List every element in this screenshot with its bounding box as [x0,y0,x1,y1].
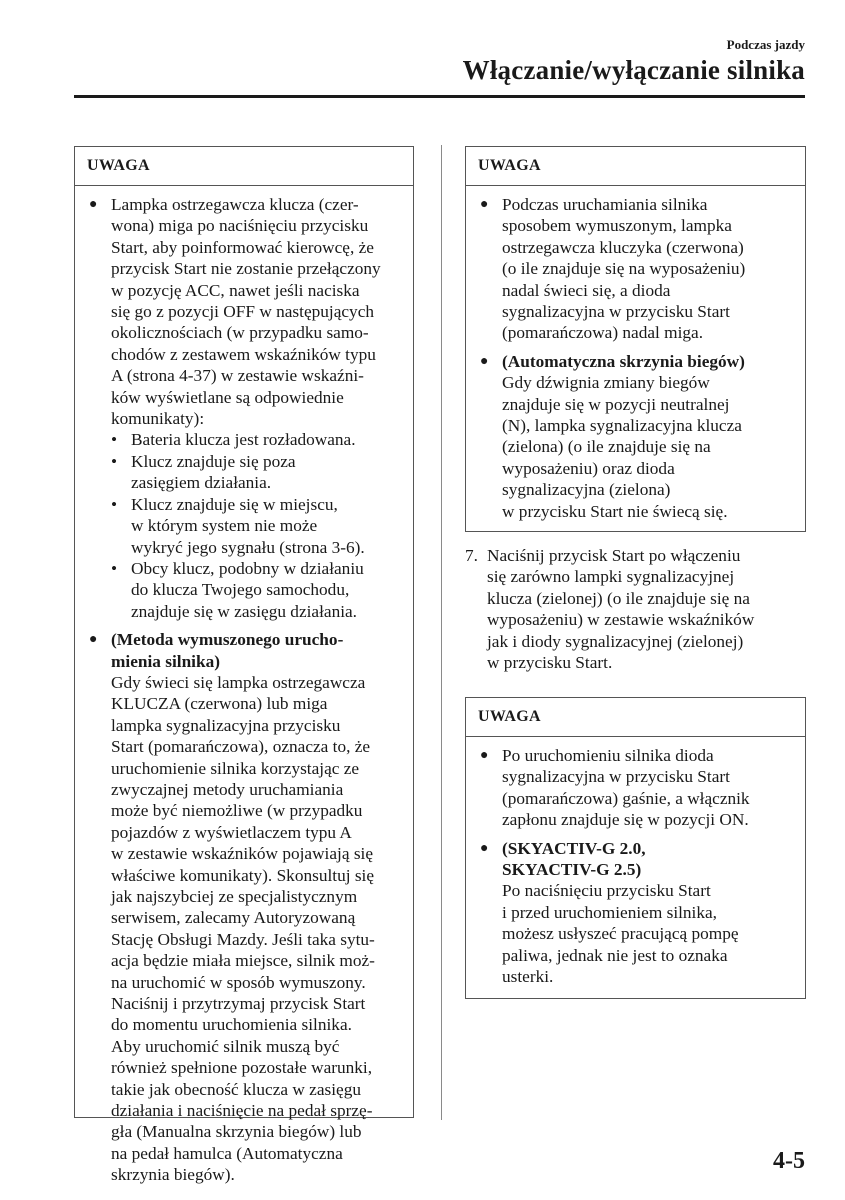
bullet-icon: ● [480,353,489,369]
sub-item [111,451,405,494]
caution-heading: UWAGA [466,698,805,737]
bullet-icon: ● [480,748,489,763]
text-line: KLUCZA (czerwona) lub miga [111,694,328,714]
text-line: chodów z zestawem wskaźników typu [111,344,376,364]
text-line: Aby uruchomić silnik muszą być [111,1036,340,1056]
caution-body [75,186,413,1186]
text-line: skrzynia biegów). [111,1165,235,1185]
bullet-icon: ● [89,632,98,648]
text-line: Naciśnij i przytrzymaj przycisk Start [111,994,366,1014]
text-line: Po uruchomieniu silnika dioda [502,746,714,765]
item-heading-line: SKYACTIV-G 2.5) [502,860,642,880]
text-line: wykryć jego sygnału (strona 3-6). [131,537,365,557]
text-line: do klucza Twojego samochodu, [131,580,350,600]
item-heading-line: (Metoda wymuszonego urucho- [111,630,344,650]
text-line: A (strona 4-37) w zestawie wskaźni- [111,366,364,386]
text-line: lampka sygnalizacyjna przycisku [111,715,341,735]
text-line: zapłonu znajduje się w pozycji ON. [502,810,749,830]
text-line: sygnalizacyjna (zielona) [502,480,671,500]
spacer [480,831,797,838]
step-7 [465,545,805,673]
text-line: paliwa, jednak nie jest to oznaka [502,945,728,965]
caution-box-2 [465,146,806,532]
text-line: również spełnione pozostałe warunki, [111,1058,373,1078]
sub-item [111,429,405,450]
sub-bullet-icon: • [111,430,118,450]
text-line: jak najszybciej ze specjalistycznym [111,887,358,906]
text-line: sposobem wymuszonym, lampka [502,216,732,236]
text-line: acja będzie miała miejsce, silnik moż- [111,951,375,971]
text-line: usterki. [502,967,554,987]
spacer [480,344,797,351]
item-text [111,194,405,429]
sub-bullet-icon: • [111,451,118,471]
text-line: Start (pomarańczowa), oznacza to, że [111,737,371,757]
caution-box-1 [74,146,414,1185]
spacer [89,622,405,629]
text-line: Gdy świeci się lampka ostrzegawcza [111,672,366,692]
text-line: (pomarańczowa) nadal miga. [502,323,704,343]
sub-bullet-icon: • [111,558,118,578]
text-line: znajduje się w zasięgu działania. [131,601,357,621]
text-line: zasięgiem działania. [131,473,272,493]
text-line: Klucz znajduje się poza [131,451,296,471]
caution-item [480,745,797,831]
item-heading-line: (SKYACTIV-G 2.0, [502,838,646,858]
text-line: może być niemożliwe (w przypadku [111,801,363,821]
text-line: Podczas uruchamiania silnika [502,195,708,214]
sub-item [111,494,405,558]
text-line: ostrzegawcza kluczyka (czerwona) [502,237,744,257]
text-line: w przycisku Start nie świecą się. [502,501,728,521]
section-label: Podczas jazdy [726,37,805,52]
sub-bullet-icon: • [111,494,118,514]
text-line: Po naciśnięciu przycisku Start [502,881,711,901]
text-line: takie jak obecność klucza w zasięgu [111,1079,361,1099]
text-line: i przed uruchomieniem silnika, [502,902,717,922]
caution-heading: UWAGA [466,147,805,186]
text-line: uruchomienie silnika korzystając ze [111,758,360,778]
text-line: Klucz znajduje się w miejscu, [131,494,338,514]
text-line: (N), lampka sygnalizacyjna klucza [502,416,742,436]
text-line: serwisem, zalecamy Autoryzowaną [111,908,356,928]
text-line: na uruchomić w sposób wymuszony. [111,972,366,992]
text-line: Bateria klucza jest rozładowana. [131,430,356,450]
caution-heading: UWAGA [75,147,413,186]
text-line: na pedał hamulca (Automatyczna [111,1143,343,1163]
text-line: przycisk Start nie zostanie przełączony [111,259,381,279]
text-line: w którym system nie może [131,516,318,536]
title-rule [74,95,805,98]
text-line: (o ile znajduje się na wyposażeniu) [502,259,746,279]
text-line: klucza (zielonej) (o ile znajduje się na [487,588,750,608]
text-line: się go z pozycji OFF w następujących [111,302,374,322]
bullet-icon: ● [89,197,98,212]
caution-item [480,838,797,988]
text-line: gła (Manualna skrzynia biegów) lub [111,1122,362,1142]
item-heading-line: (Automatyczna skrzynia biegów) [502,351,745,371]
caution-item [480,194,797,344]
text-line: w zestawie wskaźników pojawiają się [111,844,374,864]
text-line: Gdy dźwignia zmiany biegów [502,373,710,393]
text-line: do momentu uruchomienia silnika. [111,1015,352,1035]
text-line: wyposażeniu) w zestawie wskaźników [487,610,755,630]
text-line: sygnalizacyjna w przycisku Start [502,302,730,322]
text-line: właściwe komunikaty). Skonsultuj się [111,865,375,885]
caution-item [89,194,405,622]
page-title: Włączanie/wyłączanie silnika [462,55,805,85]
text-line: w pozycję ACC, nawet jeśli naciska [111,280,360,300]
column-divider [441,145,442,1120]
bullet-icon: ● [480,840,489,856]
caution-item [480,351,797,522]
text-line: Naciśnij przycisk Start po włączeniu [487,546,741,565]
text-line: jak i diody sygnalizacyjnej (zielonej) [487,631,744,651]
text-line: (zielona) (o ile znajduje się na [502,437,711,457]
text-line: okolicznościach (w przypadku samo- [111,323,369,343]
text-line: się zarówno lampki sygnalizacyjnej [487,567,735,587]
text-line: działania i naciśnięcie na pedał sprzę- [111,1101,373,1121]
page-number: 4-5 [773,1148,805,1174]
text-line: możesz usłyszeć pracującą pompę [502,924,739,944]
text-line: zwyczajnej metody uruchamiania [111,779,344,799]
text-line: Stację Obsługi Mazdy. Jeśli taka sytu- [111,929,375,949]
text-line: ków wyświetlane są odpowiednie [111,387,344,407]
step-number: 7. [465,546,478,565]
text-line: Obcy klucz, podobny w działaniu [131,558,364,578]
caution-body [466,186,805,522]
text-line: wona) miga po naciśnięciu przycisku [111,216,369,236]
text-line: wyposażeniu) oraz dioda [502,458,675,478]
text-line: komunikaty): [111,409,205,429]
text-line: znajduje się w pozycji neutralnej [502,394,730,414]
caution-box-3 [465,697,806,999]
bullet-icon: ● [480,197,489,212]
text-line: sygnalizacyjna w przycisku Start [502,767,730,787]
text-line: w przycisku Start. [487,653,613,673]
caution-body [466,737,805,987]
caution-item [89,629,405,1186]
text-line: nadal świeci się, a dioda [502,280,671,300]
item-heading-line: mienia silnika) [111,651,220,671]
text-line: Start, aby poinformować kierowcę, że [111,237,374,257]
text-line: (pomarańczowa) gaśnie, a włącznik [502,788,750,808]
text-line: pojazdów z wyświetlaczem typu A [111,822,352,842]
sub-item [111,558,405,622]
text-line: Lampka ostrzegawcza klucza (czer- [111,195,359,214]
